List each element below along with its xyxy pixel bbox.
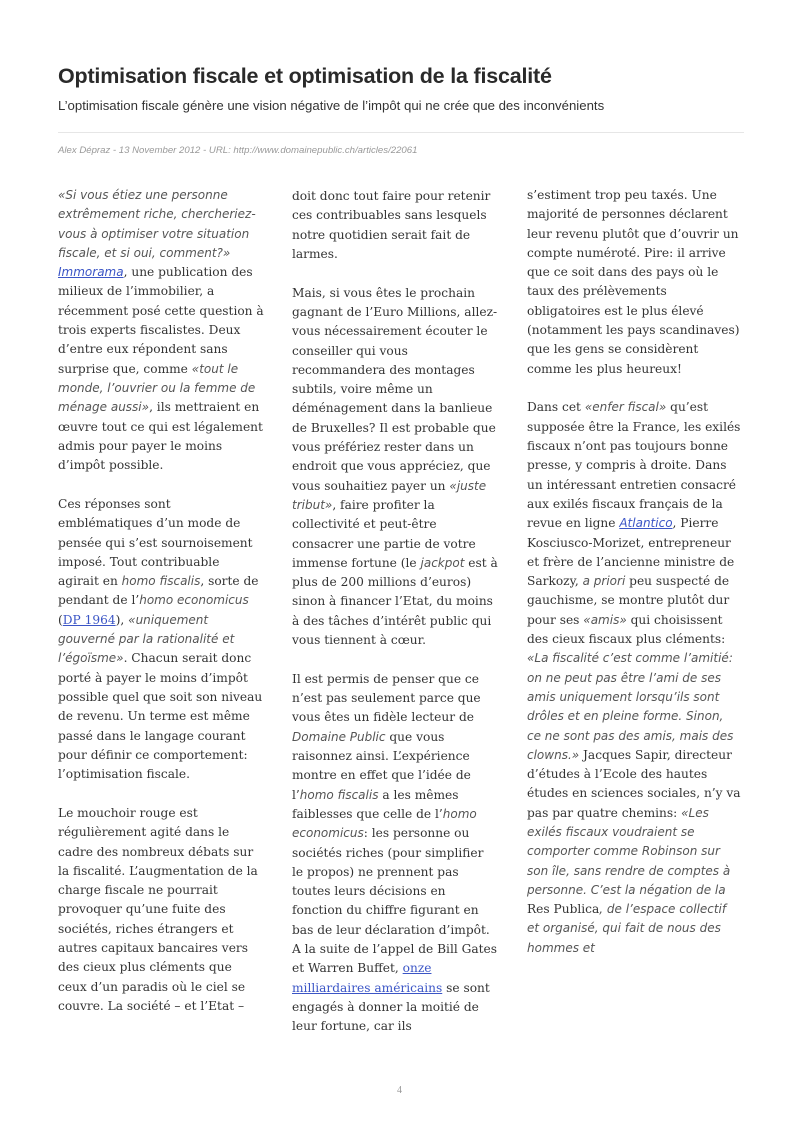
text: Jacques Sapir, directeur d’études à l’Ecole des hautes études en sciences sociales, n’y va pas par quatre chemins:: [527, 747, 741, 820]
text: Ces réponses sont emblématiques d’un mode de pensée qui s’est sournoisement imposé. Tout contribuable agirait en: [58, 496, 253, 589]
divider: [58, 132, 744, 133]
text: est à plus de 200 millions d’euros) sinon à financer l’Etat, du moins à des tâches d’intérêt public qui vous tiennent à cœur.: [292, 555, 498, 648]
link-atlantico[interactable]: Atlantico: [619, 516, 673, 531]
text: qui choisissent des cieux fiscaux plus cléments:: [527, 612, 726, 647]
article-meta: Alex Dépraz - 13 November 2012 - URL: http://www.domainepublic.ch/articles/22061: [58, 145, 418, 156]
text: , Pierre Kosciusco-Morizet, entrepreneur et frère de l’ancienne ministre de Sarkozy,: [527, 516, 735, 589]
quote: «amis»: [583, 612, 627, 627]
quote: , de l’espace collectif et organisé, qui fait de nous des hommes et: [527, 902, 727, 955]
emphasis: Domaine Public: [292, 729, 386, 744]
quote: «tout le monde, l’ouvrier ou la femme de ménage aussi»: [58, 361, 256, 415]
emphasis: homo fiscalis: [121, 574, 201, 589]
text: peu suspecté de gauchisme, se montre plutôt dur pour ses: [527, 574, 730, 627]
article-subtitle: L’optimisation fiscale génère une vision négative de l’impôt qui ne crée que des inconvénients: [58, 98, 605, 113]
text: , faire profiter la collectivité et peut-être consacrer une partie de votre immense fortune (le: [292, 497, 476, 570]
paragraph: [58, 186, 264, 475]
paragraph: [58, 804, 264, 1016]
text: Le mouchoir rouge est régulièrement agité dans le cadre des nombreux débats sur la fiscalité. L’augmentation de la charge fiscale ne pourrait provoquer qu’une fuite des sociétés, riches étrangers et autres capitaux bancaires vers des cieux plus cléments que ceux d’un paradis où le ciel se couvre. La société – et l’Etat –: [58, 805, 258, 1013]
article-title: Optimisation fiscale et optimisation de la fiscalité: [58, 64, 552, 88]
page: [58, 0, 744, 1132]
text: a les mêmes faiblesses que celle de l’: [292, 787, 459, 821]
emphasis: homo economicus: [292, 806, 477, 841]
paragraph: [292, 284, 498, 651]
text: que vous raisonnez ainsi. L’expérience montre en effet que l’idée de l’: [292, 729, 471, 802]
text: s’estiment trop peu taxés. Une majorité de personnes déclarent leur revenu plutôt que d’ouvrir un compte numéroté. Pire: il arrive que ce soit dans des pays où le taux des prélèvements obligatoires est le plus élevé (notamment les pays scandinaves) que les gens se considèrent comme les plus heureux!: [527, 188, 740, 376]
page-number: 4: [397, 1085, 402, 1096]
emphasis: jackpot: [420, 555, 465, 570]
paragraph: [527, 186, 741, 379]
text: , une publication des milieux de l’immobilier, a récemment posé cette question à trois experts fiscalistes. Deux d’entre eux répondent sans surprise que, comme: [58, 265, 264, 376]
column-2: [292, 187, 498, 1056]
paragraph: [292, 670, 498, 1037]
text: Il est permis de penser que ce n’est pas seulement parce que vous êtes un fidèle lecteur de: [292, 671, 481, 725]
text: (: [58, 612, 63, 627]
text: Mais, si vous êtes le prochain gagnant de l’Euro Millions, allez-vous nécessairement écouter le conseiller qui vous recommandera des montages subtils, voire même un déménagement dans la banlieue de Bruxelles? Il est probable que vous préfériez rester dans un endroit que vous appréciez, que vous souhaitiez payer un: [292, 285, 498, 493]
text: : les personne ou sociétés riches (pour simplifier le propos) ne prennent pas toutes leurs décisions en fonction du chiffre figurant en bas de leur déclaration d’impôt. A la suite de l’appel de Bill Gates et Warren Buffet,: [292, 826, 497, 976]
text: se sont engagés à donner la moitié de leur fortune, car ils: [292, 980, 490, 1034]
paragraph: [527, 398, 741, 958]
quote: «uniquement gouverné par la rationalité et l’égoïsme»: [58, 612, 235, 666]
link-onze-milliardaires[interactable]: onze milliardaires américains: [292, 961, 443, 995]
text: doit donc tout faire pour retenir ces contribuables sans lesquels notre quotidien serait fait de larmes.: [292, 189, 491, 261]
link-dp-1964[interactable]: DP 1964: [62, 612, 116, 627]
quote: «enfer fiscal»: [584, 400, 667, 415]
text: qu’est supposée être la France, les exilés fiscaux n’ont pas toujours bonne presse, y compris à droite. Dans un intéressant entretien consacré aux exilés fiscaux français de la revue en ligne: [527, 400, 741, 531]
quote: «Si vous étiez une personne extrêmement riche, chercheriez-vous à optimiser votre situation fiscale, et si oui, comment?»: [58, 188, 256, 260]
quote: «La fiscalité c’est comme l’amitié: on ne peut pas être l’ami de ses amis uniquement lorsqu’ils sont drôles et en pleine forme. Sinon, ce ne sont pas des amis, mais des clowns.»: [527, 651, 734, 762]
quote: «Les exilés fiscaux voudraient se comporter comme Robinson sur son île, sans rendre de comptes à personne. C’est la négation de la: [527, 805, 731, 897]
text: , ils mettraient en œuvre tout ce qui est légalement admis pour payer le moins d’impôt possible.: [58, 400, 263, 473]
column-3: [527, 186, 741, 978]
emphasis: homo fiscalis: [299, 787, 379, 802]
quote: «juste tribut»: [292, 478, 487, 512]
text: ),: [115, 612, 125, 627]
emphasis: a priori: [582, 574, 626, 589]
text: Dans cet: [527, 400, 581, 415]
column-1: [58, 186, 264, 1036]
text: , sorte de pendant de l’: [58, 574, 259, 608]
paragraph: [58, 495, 264, 784]
emphasis: homo economicus: [139, 593, 249, 608]
link-immorama[interactable]: Immorama: [58, 265, 124, 280]
paragraph: [292, 187, 498, 264]
text: . Chacun serait donc porté à payer le moins d’impôt possible quel que soit son niveau de revenu. Un terme est même passé dans le langage courant pour définir ce comportement: l’optimisation fiscale.: [58, 651, 263, 782]
text: Res Publica: [527, 902, 600, 917]
